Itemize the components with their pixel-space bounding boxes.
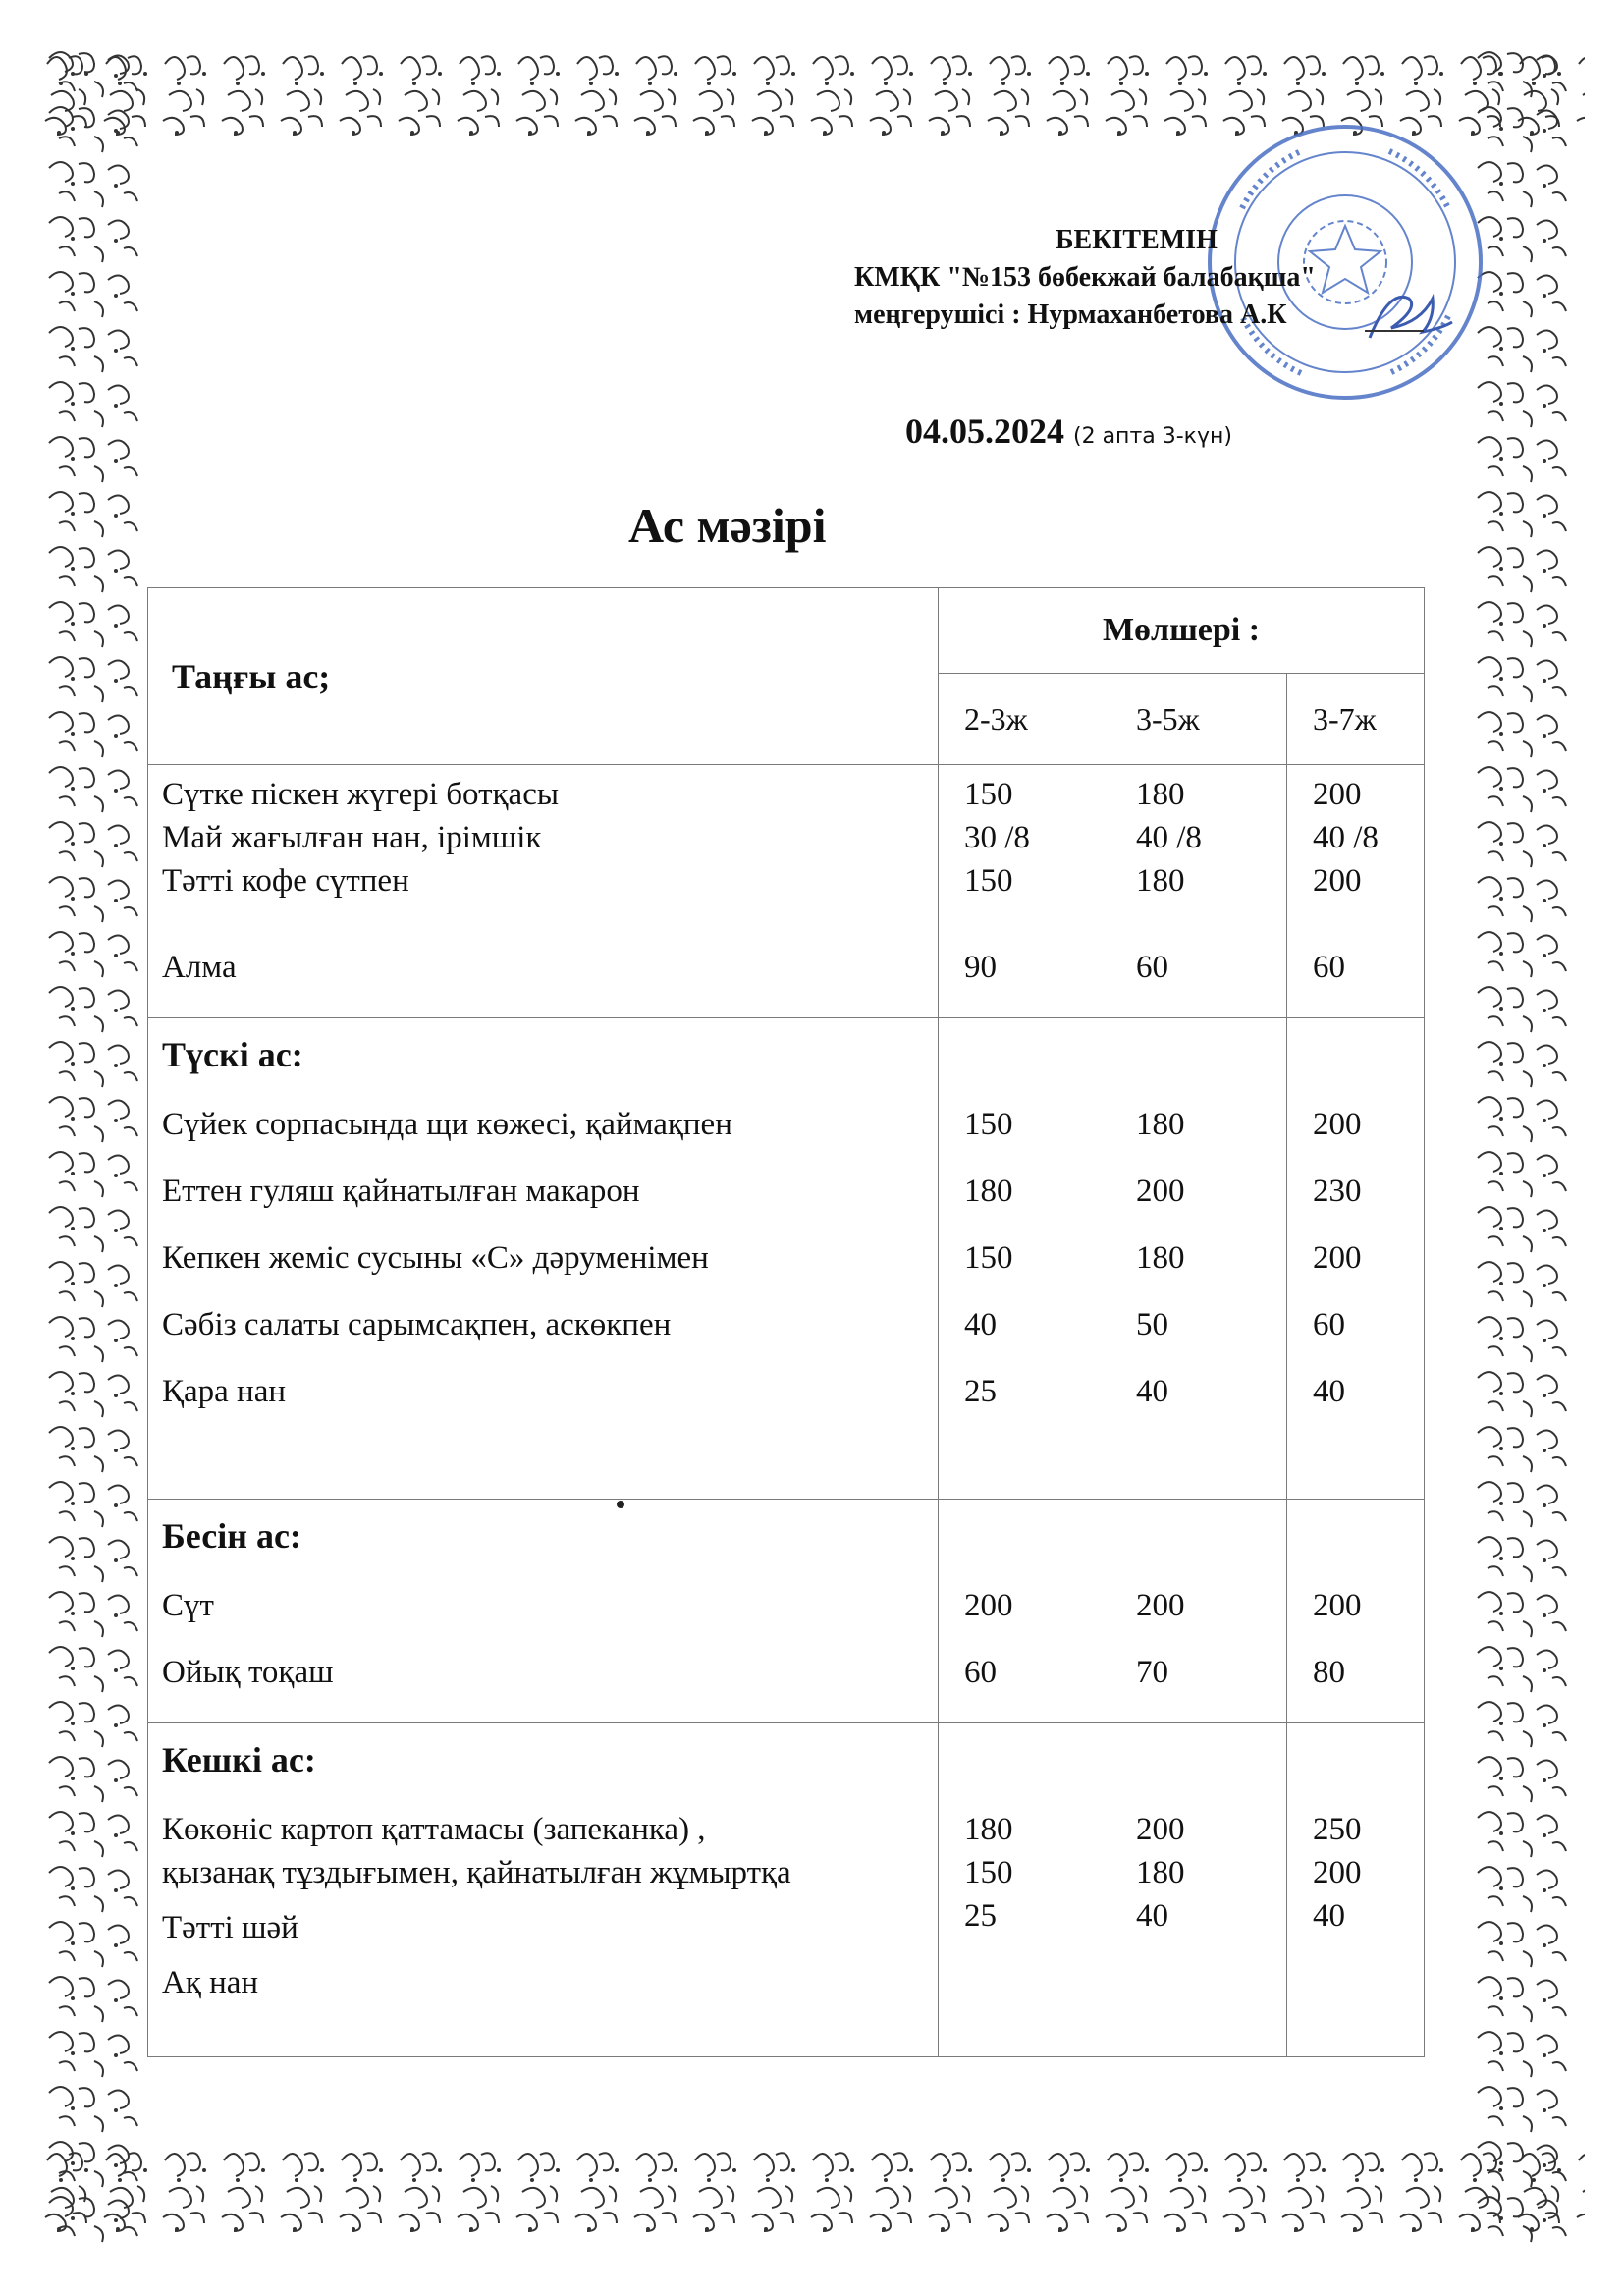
portion-value: 150 <box>964 777 1013 812</box>
portion-value: 200 <box>1313 1588 1362 1623</box>
quantity-header: Мөлшері : <box>939 588 1425 674</box>
portion-value: 150 <box>964 1855 1013 1890</box>
portion-value: 40 <box>1313 1374 1345 1409</box>
portion-value: 200 <box>1313 1240 1362 1276</box>
menu-section-row <box>148 765 1425 1018</box>
portion-cell-3-5ж <box>1110 1500 1287 1723</box>
portion-value: 60 <box>964 1655 997 1690</box>
portion-value: 50 <box>1136 1307 1168 1342</box>
portion-cell-3-5ж <box>1110 1018 1287 1500</box>
dish-item: қызанақ тұздығымен, қайнатылған жұмыртқа <box>162 1855 791 1890</box>
portion-value <box>964 1938 1110 1981</box>
portion-value: 150 <box>964 1240 1013 1276</box>
portion-value: 200 <box>1313 777 1362 812</box>
portion-value: 90 <box>964 950 997 985</box>
meal-section-title: Түскі ас: <box>162 1035 303 1074</box>
dish-list-cell <box>148 1500 939 1723</box>
dish-item: Ойық тоқаш <box>162 1655 334 1690</box>
dish-list-cell <box>148 1723 939 2057</box>
table-header-row <box>148 588 1425 674</box>
portion-value: 60 <box>1136 950 1168 985</box>
dish-item: Сүйек сорпасында щи көжесі, қаймақпен <box>162 1107 732 1142</box>
breakfast-header: Таңғы ас; <box>148 588 939 765</box>
portion-value: 250 <box>1313 1812 1362 1847</box>
portion-value: 200 <box>1313 1107 1362 1142</box>
portion-cell-3-7ж <box>1287 1500 1425 1723</box>
approval-block <box>854 222 1463 334</box>
portion-value: 180 <box>1136 1107 1185 1142</box>
portion-value: 230 <box>1313 1174 1362 1209</box>
dish-item: Көкөніс картоп қаттамасы (запеканка) , <box>162 1812 706 1847</box>
approval-title: БЕКІТЕМІН <box>1056 225 1218 255</box>
portion-value: 180 <box>1136 777 1185 812</box>
menu-table <box>147 587 1425 2057</box>
stray-mark <box>617 1501 624 1508</box>
dish-item: Тәтті кофе сүтпен <box>162 863 409 899</box>
portion-value: 60 <box>1313 950 1345 985</box>
portion-value: 200 <box>1313 863 1362 899</box>
menu-date <box>905 410 1232 452</box>
dish-item: Тәтті шәй <box>162 1910 298 1945</box>
date-note: (2 апта 3-күн) <box>1073 424 1232 449</box>
date-value: 04.05.2024 <box>905 411 1064 451</box>
portion-cell-2-3ж <box>939 1018 1110 1500</box>
dish-list-cell <box>148 1018 939 1500</box>
signature-line <box>1365 330 1424 332</box>
menu-section-row <box>148 1500 1425 1723</box>
portion-value: 70 <box>1136 1655 1168 1690</box>
portion-value: 80 <box>1313 1655 1345 1690</box>
portion-cell-2-3ж <box>939 1723 1110 2057</box>
portion-value: 40 /8 <box>1136 820 1202 855</box>
portion-value: 180 <box>1136 1855 1185 1890</box>
portion-value <box>1136 1938 1286 1981</box>
portion-value: 25 <box>964 1374 997 1409</box>
menu-section-row <box>148 1018 1425 1500</box>
portion-value: 30 /8 <box>964 820 1030 855</box>
portion-value <box>1136 902 1286 946</box>
portion-value: 150 <box>964 863 1013 899</box>
portion-cell-2-3ж <box>939 1500 1110 1723</box>
portion-cell-3-5ж <box>1110 1723 1287 2057</box>
portion-value: 40 <box>1136 1898 1168 1934</box>
approval-head-text: меңгерушісі : Нурмаханбетова А.К <box>854 300 1287 330</box>
portion-value: 40 <box>1136 1374 1168 1409</box>
dish-item: Ақ нан <box>162 1965 259 2000</box>
portion-value: 180 <box>1136 1240 1185 1276</box>
portion-value <box>964 902 1110 946</box>
portion-value: 180 <box>1136 863 1185 899</box>
portion-cell-3-7ж <box>1287 1723 1425 2057</box>
portion-value: 200 <box>1136 1812 1185 1847</box>
dish-item: Сүт <box>162 1588 214 1623</box>
approval-head <box>854 297 1463 334</box>
portion-value: 150 <box>964 1107 1013 1142</box>
dish-item <box>162 902 938 946</box>
dish-item: Кепкен жеміс сусыны «С» дәруменімен <box>162 1240 709 1276</box>
dish-list-cell <box>148 765 939 1018</box>
ornament-border-left <box>39 44 152 2244</box>
portion-value: 25 <box>964 1898 997 1934</box>
portion-value: 200 <box>1313 1855 1362 1890</box>
dish-item: Қара нан <box>162 1374 287 1409</box>
portion-value: 60 <box>1313 1307 1345 1342</box>
meal-section-title: Кешкі ас: <box>162 1740 316 1779</box>
portion-value: 200 <box>964 1588 1013 1623</box>
dish-item: Сәбіз салаты сарымсақпен, аскөкпен <box>162 1307 672 1342</box>
menu-section-row <box>148 1723 1425 2057</box>
age-group-header: 3-5ж <box>1110 674 1287 765</box>
portion-value: 40 <box>1313 1898 1345 1934</box>
portion-value: 40 <box>964 1307 997 1342</box>
dish-item: Сүтке піскен жүгері ботқасы <box>162 777 560 812</box>
ornament-border-bottom <box>39 2141 1585 2244</box>
portion-value: 180 <box>964 1812 1013 1847</box>
approval-organization: КМҚК "№153 бөбекжай балабақша" <box>854 262 1316 293</box>
meal-section-title: Бесін ас: <box>162 1516 301 1556</box>
age-group-header: 3-7ж <box>1287 674 1425 765</box>
portion-value <box>1313 902 1424 946</box>
dish-item: Еттен гуляш қайнатылған макарон <box>162 1174 640 1209</box>
dish-item: Алма <box>162 950 237 985</box>
portion-cell-3-7ж <box>1287 1018 1425 1500</box>
portion-cell-2-3ж <box>939 765 1110 1018</box>
portion-value: 200 <box>1136 1588 1185 1623</box>
portion-value: 40 /8 <box>1313 820 1379 855</box>
portion-value <box>1313 1938 1424 1981</box>
page-title: Ас мәзірі <box>628 498 827 553</box>
portion-value: 180 <box>964 1174 1013 1209</box>
portion-cell-3-7ж <box>1287 765 1425 1018</box>
dish-item: Май жағылған нан, ірімшік <box>162 820 542 855</box>
age-group-header: 2-3ж <box>939 674 1110 765</box>
portion-cell-3-5ж <box>1110 765 1287 1018</box>
portion-value: 200 <box>1136 1174 1185 1209</box>
